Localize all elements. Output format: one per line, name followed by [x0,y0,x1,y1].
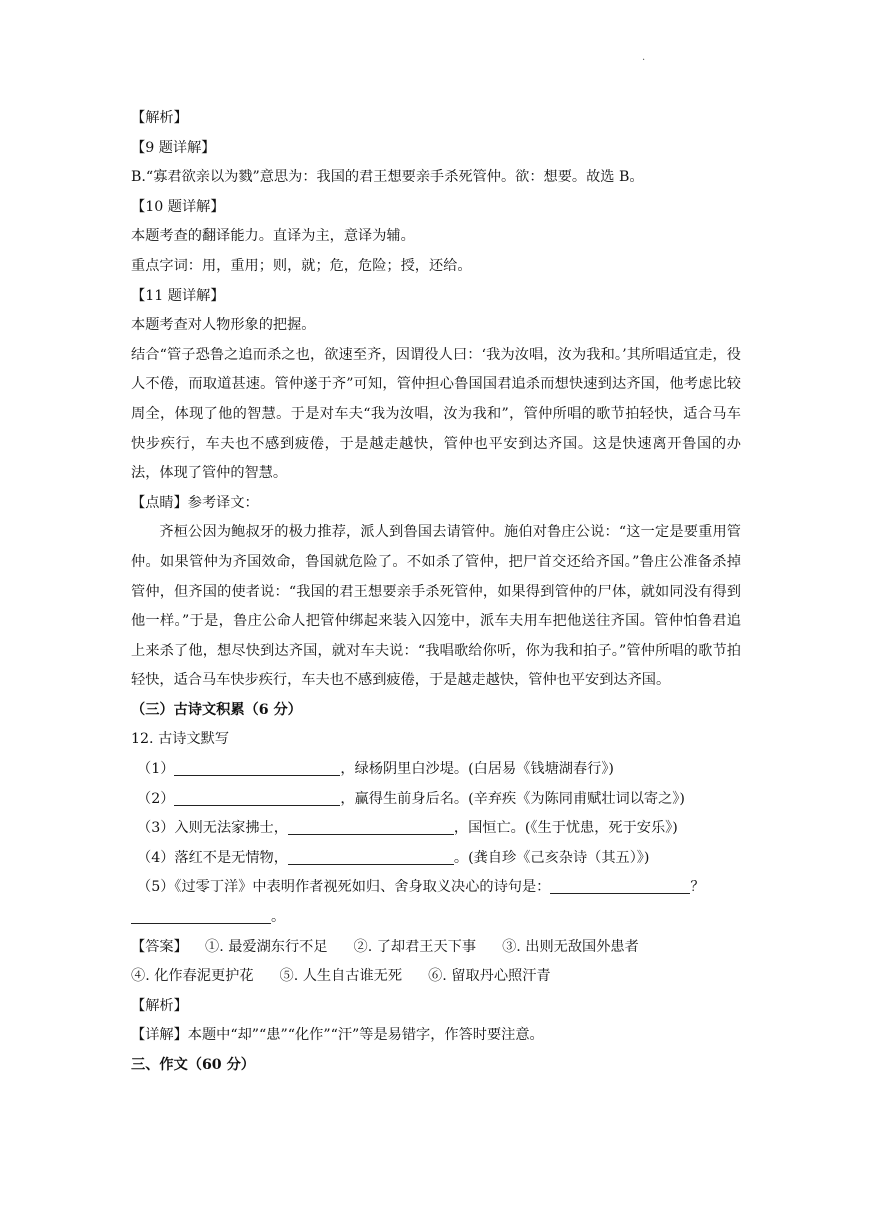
fill-blank [288,848,454,865]
fill-blank [550,877,690,894]
q9-heading: 【9 题详解】 [131,139,216,156]
analysis-heading-2: 【解析】 [131,997,188,1014]
q12-item-1: （1） ，绿杨阴里白沙堤。(白居易《钱塘湖春行》) [137,761,614,778]
answer-item: ②. 了却君王天下事 [353,938,477,955]
q12-item-4: （4）落红不是无情物， 。(龚自珍《己亥杂诗（其五）》) [137,849,650,866]
q10-body-1: 本题考查的翻译能力。直译为主，意译为辅。 [131,228,415,245]
q11-body-1: 本题考查对人物形象的把握。 [131,317,316,334]
section-essay-heading: 三、作文（60 分） [131,1057,255,1073]
fill-blank [174,789,340,806]
document-content [131,104,741,1081]
answer-row-1 [131,933,741,963]
q11-body-2: 结合“管子恐鲁之追而杀之也，欲速至齐，因谓役人曰：‘我为汝唱，汝为我和。’其所唱适宜走，役人不倦，而取道甚速。管仲遂于齐”可知，管仲担心鲁国国君追杀而想快速到达齐国，他考虑比较周全，体现了他的智慧。于是对车夫“我为汝唱，汝为我和”，管仲所唱的歌节拍轻快，适合马车快步疾行，车夫也不感到疲倦，于是越走越快，管仲也平安到达齐国。这是快速离开鲁国的办法，体现了管仲的智慧。 [131,346,741,482]
q12-item-5-continued: 。 [131,903,741,933]
answer-item: ⑤. 人生自古谁无死 [279,968,403,985]
fill-blank [288,818,454,835]
answer-item: ④. 化作春泥更护花 [131,968,254,985]
q12-item-2: （2） ，赢得生前身后名。(辛弃疾《为陈同甫赋壮词以寄之》) [137,790,685,807]
section-poetry-heading: （三）古诗文积累（6 分） [131,701,302,718]
q10-heading: 【10 题详解】 [131,198,225,215]
q10-body-2: 重点字词：用，重用；则，就；危，危险；授，还给。 [131,257,472,274]
q11-heading: 【11 题详解】 [131,287,225,304]
answer-row-2 [131,962,741,992]
page-mark: . [642,52,646,63]
q9-body: B.“寡君欲亲以为戮”意思为：我国的君王想要亲手杀死管仲。欲：想要。故选 B。 [131,169,644,186]
fill-blank [131,907,271,924]
reference-translation: 齐桓公因为鲍叔牙的极力推荐，派人到鲁国去请管仲。施伯对鲁庄公说：“这一定是要重用管仲。如果管仲为齐国效命，鲁国就危险了。不如杀了管仲，把尸首交还给齐国。”鲁庄公准备杀掉管仲，但齐国的使者说：“我国的君王想要亲手杀死管仲，如果得到管仲的尸体，就如同没有得到他一样。”于是，鲁庄公命人把管仲绑起来装入囚笼中，派车夫用车把他送往齐国。管仲怕鲁君追上来杀了他，想尽快到达齐国，就对车夫说：“我唱歌给你听，你为我和拍子。”管仲所唱的歌节拍轻快，适合马车快步疾行，车夫也不感到疲倦，于是越走越快，管仲也平安到达齐国。 [131,524,741,689]
answer-item: ⑥. 留取丹心照汗青 [428,968,551,985]
answer-item: ①. 最爱湖东行不足 [205,938,328,955]
analysis-heading: 【解析】 [131,110,188,126]
q12-item-3: （3）入则无法家拂士， ，国恒亡。(《生于忧患，死于安乐》) [137,820,678,837]
q12-item-5: （5）《过零丁洋》中表明作者视死如归、舍身取义决心的诗句是： ？ [137,879,705,896]
fill-blank [174,759,340,776]
answer-label: 【答案】 [131,938,188,955]
q12-heading: 12. 古诗文默写 [131,731,230,748]
detail-note: 【详解】本题中“却”“患”“化作”“汗”等是易错字，作答时要注意。 [131,1027,544,1044]
answer-item: ③. 出则无敌国外患者 [502,938,639,955]
commentary-heading: 【点睛】参考译文： [131,494,259,511]
